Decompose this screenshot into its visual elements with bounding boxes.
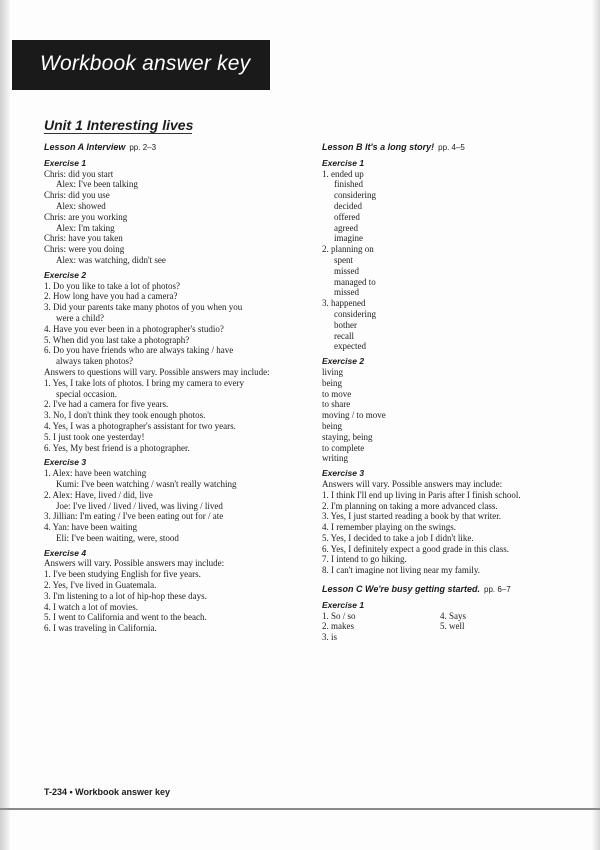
answer-line: were a child? — [56, 312, 104, 323]
answer-line: 3. is — [322, 632, 338, 643]
answer-line: 5. When did you last take a photograph? — [44, 334, 190, 345]
answer-line: to move — [322, 388, 352, 399]
exercise-heading: Exercise 2 — [44, 269, 87, 280]
answer-line: expected — [334, 341, 366, 352]
page-edge-shadow — [592, 0, 600, 850]
answer-note: Answers will vary. Possible answers may include: — [44, 558, 225, 569]
answer-line: 4. Says — [440, 610, 467, 621]
answer-line: Kumi: I've been watching / wasn't really watching — [56, 478, 237, 489]
answer-line: agreed — [334, 222, 358, 233]
lesson-a-title: Lesson A Interview — [44, 142, 126, 152]
answer-line: bother — [334, 319, 357, 330]
answer-note: Answers will vary. Possible answers may include: — [322, 478, 503, 489]
answer-line: 3. Jillian: I'm eating / I've been eating out for / ate — [44, 511, 224, 522]
lesson-b-heading — [322, 142, 562, 154]
answer-line: 1. ended up — [322, 168, 364, 179]
answer-line: 6. Yes, I definitely expect a good grade in this class. — [322, 543, 509, 554]
exercise-heading: Exercise 1 — [44, 157, 87, 168]
answer-line: 4. Yes, I was a photographer's assistant for two years. — [44, 420, 236, 431]
answer-line: moving / to move — [322, 410, 386, 421]
answer-line: spent — [334, 254, 353, 265]
lesson-c-heading — [322, 584, 562, 596]
book-gutter-shadow — [0, 0, 10, 850]
answer-line: imagine — [334, 233, 363, 244]
answer-line: 3. Did your parents take many photos of you when you — [44, 302, 243, 313]
answer-line: decided — [334, 200, 362, 211]
lesson-a-pages: pp. 2–3 — [129, 143, 157, 152]
answer-line: 6. I was traveling in California. — [44, 623, 157, 634]
answer-line: 4. I watch a lot of movies. — [44, 601, 138, 612]
page-footer: T-234 • Workbook answer key — [44, 787, 171, 797]
answer-line: Alex: I'm taking — [56, 222, 115, 233]
answer-line: 1. I think I'll end up living in Paris after I finish school. — [322, 489, 521, 500]
answer-line: living — [322, 366, 344, 377]
right-column — [322, 140, 562, 643]
left-column — [44, 140, 312, 634]
answer-line: 7. I intend to go hiking. — [322, 554, 407, 565]
answer-line: 1. Alex: have been watching — [44, 468, 147, 479]
answer-line: 6. Do you have friends who are always taking / have — [44, 345, 234, 356]
answer-line: missed — [334, 265, 360, 276]
answer-line: missed — [334, 287, 360, 298]
answer-line: always taken photos? — [56, 356, 133, 367]
answer-line: 1. Do you like to take a lot of photos? — [44, 280, 180, 291]
answer-line: 2. Alex: Have, lived / did, live — [44, 489, 153, 500]
unit-title-underline — [44, 133, 192, 134]
answer-line: 1. So / so — [322, 610, 356, 621]
answer-line: Joe: I've lived / lived / lived, was living / lived — [56, 500, 223, 511]
answer-line: offered — [334, 211, 360, 222]
answer-line: staying, being — [322, 431, 373, 442]
answer-line: 4. Have you ever been in a photographer's studio? — [44, 323, 224, 334]
answer-line: considering — [334, 190, 376, 201]
answer-line: 3. No, I don't think they took enough photos. — [44, 410, 206, 421]
answer-line: finished — [334, 179, 363, 190]
lesson-a-heading — [44, 142, 312, 154]
exercise-heading: Exercise 1 — [322, 599, 365, 610]
answer-line: Chris: are you working — [44, 211, 128, 222]
answer-line: writing — [322, 453, 348, 464]
answer-line: 3. I'm listening to a lot of hip-hop these days. — [44, 590, 207, 601]
answer-line: 2. makes — [322, 621, 354, 632]
exercise-heading: Exercise 4 — [44, 547, 87, 558]
answer-line: Alex: was watching, didn't see — [56, 254, 166, 265]
lesson-b-pages: pp. 4–5 — [438, 143, 465, 152]
answer-line: 1. Yes, I take lots of photos. I bring my camera to every — [44, 377, 244, 388]
answer-line: 5. well — [440, 621, 465, 632]
lesson-c-title: Lesson C We're busy getting started. — [322, 584, 481, 595]
answer-line: Chris: were you doing — [44, 244, 125, 255]
answer-line: 4. Yan: have been waiting — [44, 522, 137, 533]
page-title: Workbook answer key — [40, 52, 251, 75]
answer-line: 2. I've had a camera for five years. — [44, 399, 169, 410]
answer-line: 1. I've been studying English for five years. — [44, 569, 201, 580]
exercise-heading: Exercise 1 — [322, 157, 365, 168]
page-bottom-edge — [0, 808, 600, 810]
answer-line — [440, 632, 558, 643]
answer-line: being — [322, 377, 342, 388]
answer-line: 2. How long have you had a camera? — [44, 291, 178, 302]
answer-line: considering — [334, 308, 376, 319]
unit-title: Unit 1 Interesting lives — [44, 117, 194, 133]
answer-line: 5. I just took one yesterday! — [44, 431, 145, 442]
answer-line: Alex: I've been talking — [56, 179, 138, 190]
answer-line: 8. I can't imagine not living near my family. — [322, 565, 480, 576]
answer-line: 2. I'm planning on taking a more advanced class. — [322, 500, 498, 511]
answer-line: Chris: did you start — [44, 168, 114, 179]
exercise-heading: Exercise 3 — [44, 457, 87, 468]
answer-line: Alex: showed — [56, 200, 106, 211]
answer-line: 2. planning on — [322, 244, 374, 255]
answer-line: special occasion. — [56, 388, 117, 399]
answer-note: Answers to questions will vary. Possible answers may include: — [44, 366, 270, 377]
answer-line: 6. Yes, My best friend is a photographer. — [44, 442, 190, 453]
answer-line: 3. Yes, I just started reading a book by that writer. — [322, 511, 501, 522]
answer-line: 3. happened — [322, 298, 366, 309]
answer-line: recall — [334, 330, 354, 341]
answer-line: to complete — [322, 442, 365, 453]
answer-line: 2. Yes, I've lived in Guatemala. — [44, 580, 157, 591]
answer-line: 4. I remember playing on the swings. — [322, 522, 456, 533]
answer-line: Chris: did you use — [44, 190, 110, 201]
lesson-b-title: Lesson B It's a long story! — [322, 142, 435, 152]
answer-line: 5. Yes, I decided to take a job I didn't like. — [322, 532, 474, 543]
answer-line: Chris: have you taken — [44, 233, 123, 244]
exercise-heading: Exercise 3 — [322, 468, 365, 479]
answer-line: managed to — [334, 276, 376, 287]
lesson-c-pages: pp. 6–7 — [484, 585, 511, 595]
answer-line: being — [322, 420, 342, 431]
answer-line: 5. I went to California and went to the beach. — [44, 612, 207, 623]
exercise-heading: Exercise 2 — [322, 356, 365, 367]
answer-line: Eli: I've been waiting, were, stood — [56, 532, 179, 543]
answer-line: to share — [322, 399, 351, 410]
answer-grid — [322, 611, 562, 643]
